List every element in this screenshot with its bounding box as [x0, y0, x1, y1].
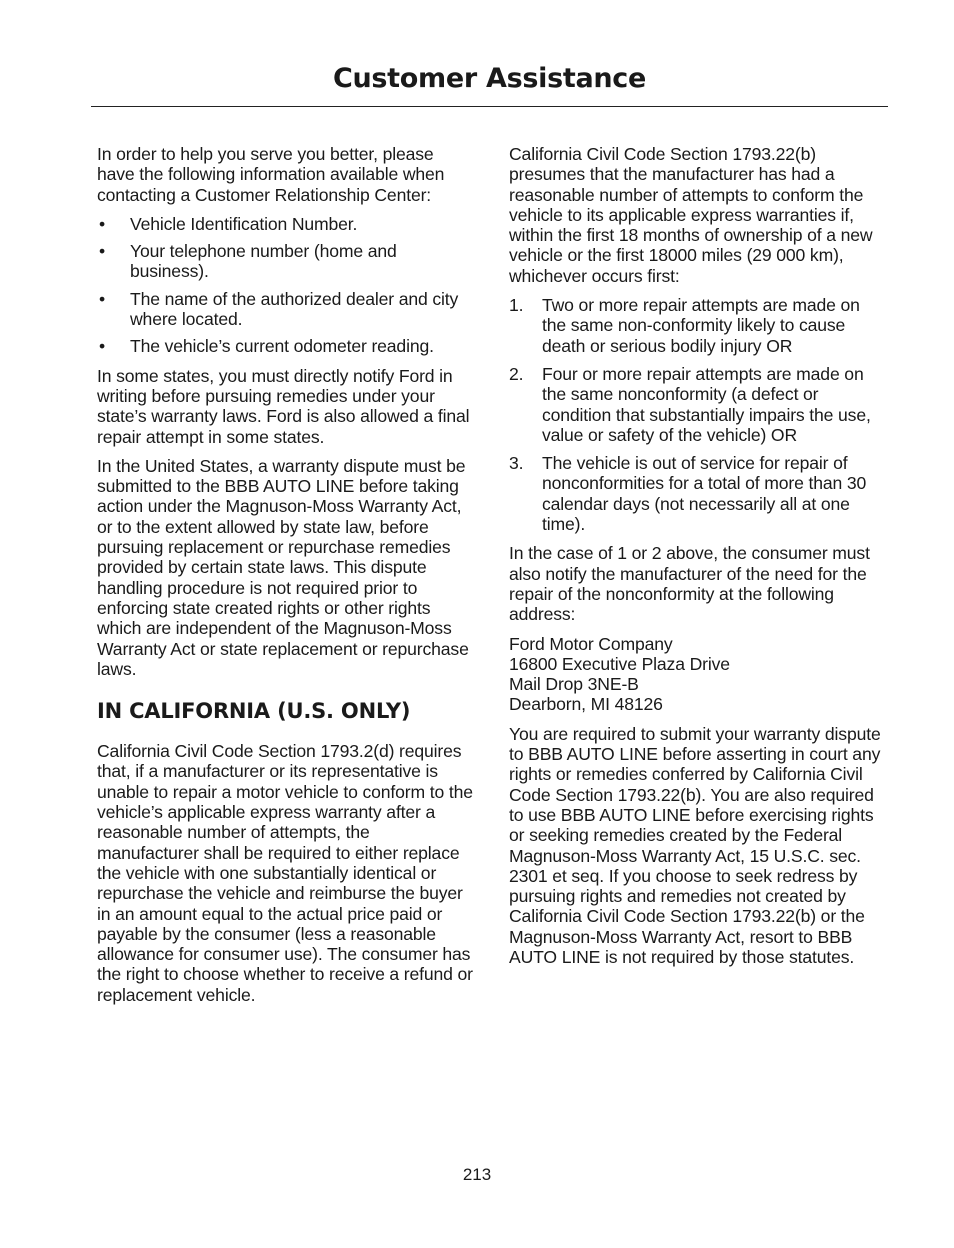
intro-paragraph: In order to help you serve you better, please have the following information available when contacting a Customer Relationship Center: [97, 144, 445, 205]
bullet-item-dealer [97, 289, 473, 330]
mailing-address [509, 634, 885, 715]
right-column [509, 144, 885, 976]
list-number: 2. [509, 363, 524, 384]
address-city: Dearborn, MI 48126 [509, 694, 663, 715]
address-mail-drop: Mail Drop 3NE-B [509, 674, 639, 695]
repair-attempts-list [509, 295, 885, 534]
numbered-item-3 [509, 453, 885, 534]
bullet-text: The name of the authorized dealer and city where located. [130, 288, 459, 330]
california-code-paragraph: California Civil Code Section 1793.2(d) requires that, if a manufacturer or its representative is unable to repair a motor vehicle to conform to the vehicle’s applicable express warranty after a reasonable number of attempts, the manufacturer shall be required to either replace the vehicle with one substantially identical or repurchase the vehicle and reimburse the buyer in an amount equal to the actual price paid or payable by the consumer (less a reasonable allowance for consumer use). The consumer has the right to choose whether to receive a refund or replacement vehicle. [97, 741, 473, 1005]
bullet-text: Your telephone number (home and business). [130, 241, 397, 282]
presumes-paragraph: California Civil Code Section 1793.22(b) presumes that the manufacturer has had a reasonable number of attempts to conform the vehicle to its applicable express warranties if, within the first 18 months of ownership of a new vehicle or the first 18000 miles (29 000 km), whichever occurs first: [509, 144, 873, 286]
page-number: 213 [462, 1165, 492, 1184]
bullet-item-vin [97, 214, 473, 234]
bullet-marker: • [99, 213, 106, 234]
states-paragraph: In some states, you must directly notify Ford in writing before pursuing remedies under your state’s warranty laws. Ford is also allowed a final repair attempt in some states. [97, 365, 470, 447]
bullet-item-telephone [97, 241, 473, 282]
numbered-text: Four or more repair attempts are made on the same nonconformity (a defect or condition that substantially impairs the use, value or safety of the vehicle) OR [542, 363, 871, 445]
numbered-text: The vehicle is out of service for repair of nonconformities for a total of more than 30 calendar days (not necessarily all at one time). [542, 453, 867, 535]
numbered-item-1 [509, 295, 885, 356]
bullet-text: The vehicle’s current odometer reading. [130, 336, 434, 357]
bullet-item-odometer [97, 336, 473, 356]
numbered-text: Two or more repair attempts are made on the same non-conformity likely to cause death or serious bodily injury OR [542, 295, 860, 356]
list-number: 1. [509, 295, 524, 316]
list-number: 3. [509, 453, 524, 474]
page-header [91, 56, 888, 107]
us-dispute-paragraph: In the United States, a warranty dispute must be submitted to the BBB AUTO LINE before taking action under the Magnuson-Moss Warranty Act, or to the extent allowed by state law, before pursuing replacement or repurchase remedies provided by certain state laws. This dispute handling procedure is not required prior to enforcing state created rights or other rights which are independent of the Magnuson-Moss Warranty Act or state replacement or repurchase laws. [97, 455, 469, 679]
required-paragraph: You are required to submit your warranty dispute to BBB AUTO LINE before asserting in court any rights or remedies conferred by California Civil Code Section 1793.22(b). You are also required to use BBB AUTO LINE before exercising rights or seeking remedies created by the Federal Magnuson-Moss Warranty Act, 15 U.S.C. sec. 2301 et seq. If you choose to seek redress by pursuing rights and remedies not created by California Civil Code Section 1793.22(b) or the Magnuson-Moss Warranty Act, resort to BBB AUTO LINE is not required by those statutes. [509, 723, 881, 967]
bullet-marker: • [99, 288, 106, 309]
bullet-text: Vehicle Identification Number. [130, 213, 358, 234]
notify-paragraph: In the case of 1 or 2 above, the consumer must also notify the manufacturer of the need for the repair of the nonconformity at the following address: [509, 543, 870, 625]
bullet-marker: • [99, 336, 106, 357]
address-company: Ford Motor Company [509, 633, 673, 654]
address-street: 16800 Executive Plaza Drive [509, 653, 730, 674]
bullet-marker: • [99, 241, 106, 262]
numbered-item-2 [509, 364, 885, 445]
info-bullet-list [97, 214, 473, 357]
page-title: Customer Assistance [332, 63, 647, 94]
left-column [97, 144, 473, 1014]
section-heading-california: IN CALIFORNIA (U.S. ONLY) [97, 699, 411, 724]
